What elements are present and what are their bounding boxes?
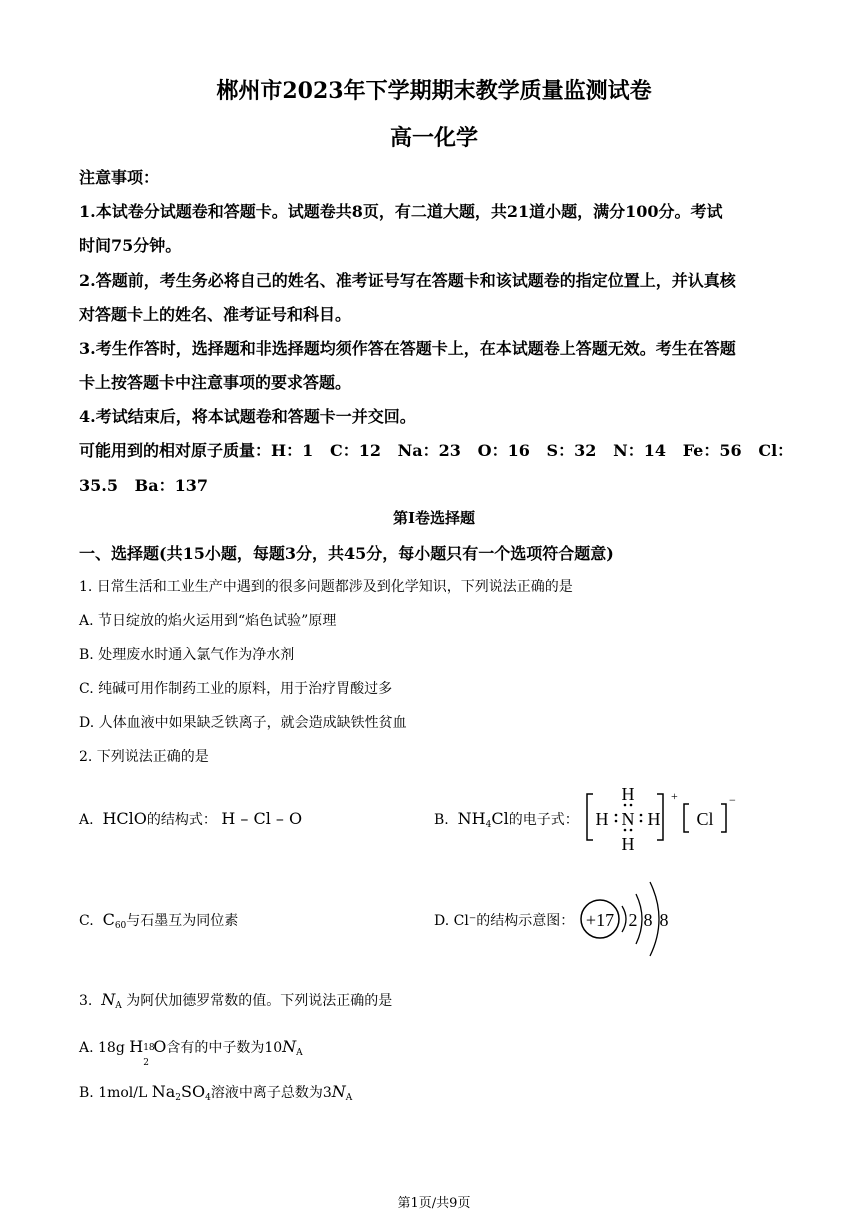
q3-a-o-sup: 18	[143, 1043, 155, 1053]
nh4-h-left: H	[595, 809, 609, 829]
cl-ion-structure-diagram	[578, 872, 678, 967]
q2-c-formula: C	[102, 910, 115, 929]
q2-c-prefix: C.	[79, 913, 94, 929]
shell-3-count: 8	[659, 910, 669, 930]
cl-charge: −	[729, 793, 736, 807]
cl-symbol: Cl	[696, 809, 714, 829]
shell-1-count: 2	[628, 910, 638, 930]
notice-item-2: 2.答题前，考生务必将自己的姓名、准考证号写在答题卡和该试题卷的指定位置上，并认真核	[79, 271, 736, 290]
q1-option-a: A. 节日绽放的焰火运用到“焰色试验”原理	[79, 613, 337, 629]
q3-b-sub-2: 4	[205, 1093, 211, 1103]
q1-stem: 1. 日常生活和工业生产中遇到的很多问题都涉及到化学知识，下列说法正确的是	[79, 579, 573, 595]
q3-a-text: 含有的中子数为10	[166, 1040, 283, 1056]
q3-stem-text: 为阿伏加德罗常数的值。下列说法正确的是	[126, 993, 393, 1009]
q3-a-o: O	[153, 1037, 167, 1056]
notice-item-1-cont: 时间75分钟。	[79, 236, 182, 255]
q3-b-na: N	[331, 1082, 346, 1101]
nh4-n: N	[621, 809, 635, 829]
notice-item-2-cont: 对答题卡上的姓名、准考证号和科目。	[79, 305, 352, 324]
exam-subtitle: 高一化学	[389, 125, 478, 151]
q3-a-h: H	[129, 1037, 144, 1056]
notice-item-3: 3.考生作答时，选择题和非选择题均须作答在答题卡上，在本试题卷上答题无效。考生在答题	[79, 339, 736, 358]
q3-b-so4: SO	[181, 1082, 206, 1101]
q2-b-prefix: B.	[434, 812, 449, 828]
q2-b-formula-main: NH	[457, 809, 486, 828]
nh4-h-bottom: H	[621, 834, 635, 854]
q2-option-a	[79, 809, 302, 829]
q3-na-sub: A	[115, 1001, 122, 1011]
q1-option-d: D. 人体血液中如果缺乏铁离子，就会造成缺铁性贫血	[79, 715, 407, 731]
q2-a-prefix: A.	[79, 812, 94, 828]
q2-option-b	[434, 809, 579, 830]
shell-2-count: 8	[643, 910, 653, 930]
q1-option-b: B. 处理废水时通入氯气作为净水剂	[79, 647, 295, 663]
q2-c-text: 与石墨互为同位素	[126, 913, 239, 929]
notice-item-4: 4.考试结束后，将本试题卷和答题卡一并交回。	[79, 407, 416, 426]
q3-b-na-sub: A	[345, 1093, 353, 1103]
q3-a-na-sub: A	[296, 1048, 303, 1058]
q3-na: N	[101, 990, 116, 1009]
q2-stem: 2. 下列说法正确的是	[79, 749, 209, 765]
q2-b-text: 的电子式：	[508, 812, 579, 828]
atomic-mass-line-cont: 35.5 Ba：137	[79, 476, 208, 495]
q2-b-formula	[458, 809, 509, 828]
q2-option-d: D. Cl⁻的结构示意图：	[434, 913, 575, 929]
q2-a-text: 的结构式：	[146, 812, 217, 828]
q3-number: 3.	[79, 993, 93, 1009]
volume-title: 第I卷选择题	[392, 509, 476, 527]
q2-b-formula-sub: 4	[485, 820, 492, 830]
nh4-h-right: H	[647, 809, 661, 829]
q3-option-a	[79, 1037, 303, 1068]
q3-b-sub-1: 2	[175, 1093, 182, 1103]
q2-b-formula-tail: Cl	[491, 809, 509, 828]
q3-a-na: N	[282, 1037, 297, 1056]
exam-title: 郴州市2023年下学期期末教学质量监测试卷	[216, 78, 652, 104]
notice-item-3-cont: 卡上按答题卡中注意事项的要求答题。	[79, 373, 352, 392]
page-number: 第1页/共9页	[397, 1196, 471, 1211]
q2-a-formula: HClO	[102, 809, 147, 828]
q3-a-h-sub: 2	[143, 1058, 149, 1068]
q2-a-structure: H – Cl – O	[221, 809, 303, 828]
q3-b-na2: Na	[151, 1082, 176, 1101]
q3-option-b	[79, 1082, 352, 1103]
notice-heading: 注意事项：	[79, 168, 160, 187]
part-title: 一、选择题(共15小题，每题3分，共45分，每小题只有一个选项符合题意)	[79, 544, 614, 563]
q3-b-prefix: B. 1mol/L	[79, 1085, 148, 1101]
q3-a-prefix: A. 18g	[79, 1040, 125, 1056]
q3-b-text: 溶液中离子总数为3	[210, 1085, 332, 1101]
nh4-charge: +	[671, 789, 678, 803]
q1-option-c: C. 纯碱可用作制药工业的原料，用于治疗胃酸过多	[79, 681, 393, 697]
nucleus-charge: +17	[585, 910, 615, 930]
nh4cl-electron-formula	[585, 780, 745, 855]
q3-stem	[79, 990, 392, 1011]
atomic-mass-line: 可能用到的相对原子质量：H：1 C：12 Na：23 O：16 S：32 N：14 Fe：56 Cl：	[79, 441, 794, 460]
nh4-h-top: H	[621, 784, 635, 804]
notice-item-1: 1.本试卷分试题卷和答题卡。试题卷共8页，有二道大题，共21道小题，满分100分。考试	[79, 202, 723, 221]
q2-option-c	[79, 910, 238, 931]
q2-c-sub: 60	[114, 921, 127, 931]
